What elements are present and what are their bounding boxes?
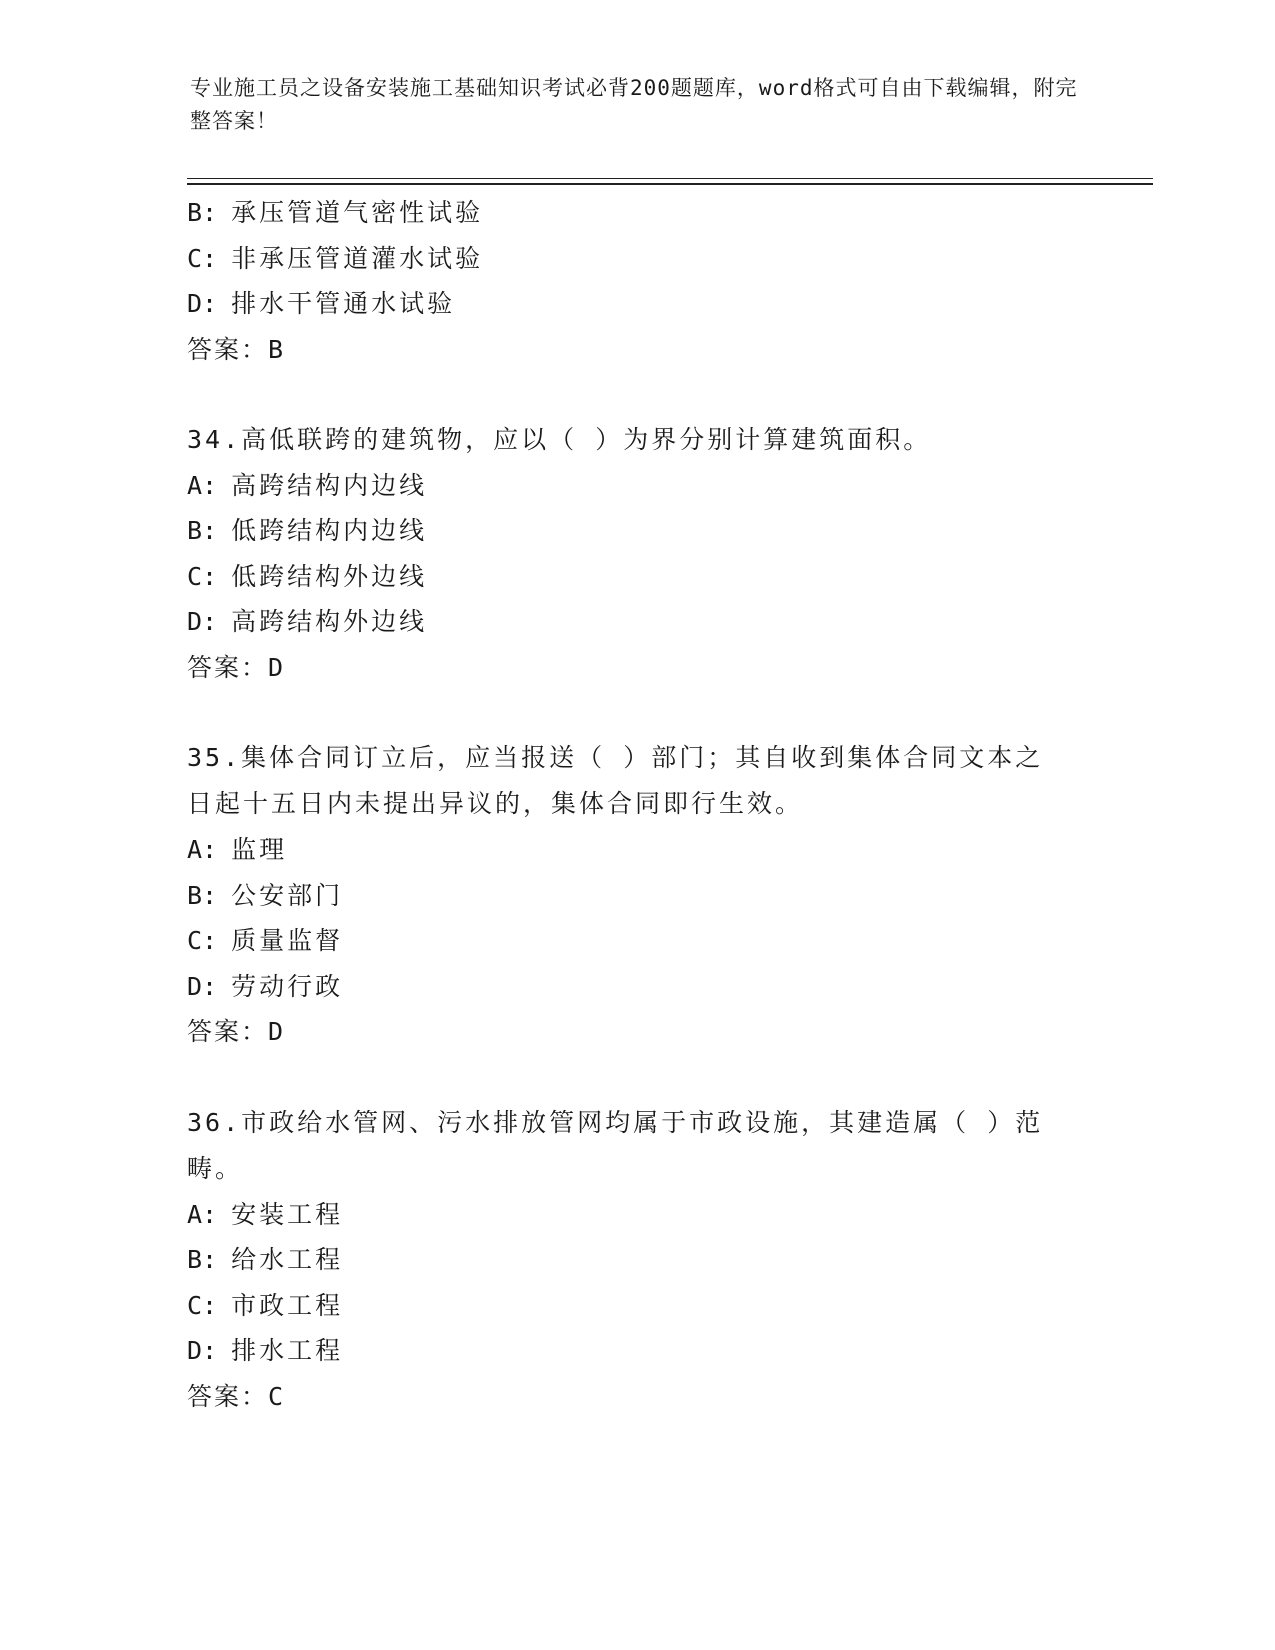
option-text: 劳动行政	[231, 971, 344, 1001]
option-letter: D:	[187, 289, 218, 318]
option-letter: B:	[187, 1245, 218, 1274]
option-text: 排水干管通水试验	[231, 289, 456, 318]
option-b	[187, 190, 1067, 236]
option-c	[187, 236, 1067, 282]
option-letter: A:	[187, 470, 218, 500]
option-a	[187, 1192, 1067, 1238]
option-text: 给水工程	[231, 1245, 344, 1274]
option-letter: A:	[187, 1199, 218, 1229]
option-text: 排水工程	[231, 1336, 344, 1365]
continued-question	[187, 190, 1067, 372]
page-header-title: 专业施工员之设备安装施工基础知识考试必背200题题库，word格式可自由下载编辑，附完整答案！	[190, 76, 1078, 133]
option-d	[187, 964, 1067, 1010]
option-letter: D:	[187, 971, 218, 1001]
option-c	[187, 918, 1067, 964]
option-text: 安装工程	[231, 1199, 344, 1229]
option-b	[187, 1237, 1067, 1283]
option-text: 承压管道气密性试验	[231, 198, 484, 227]
option-text: 高跨结构内边线	[231, 470, 428, 500]
question-35	[187, 735, 1067, 1055]
question-stem: 35.集体合同订立后，应当报送（ ）部门；其自收到集体合同文本之日起十五日内未提出异议的，集体合同即行生效。	[187, 743, 1044, 818]
option-d	[187, 281, 1067, 327]
answer-line: 答案：D	[187, 1017, 286, 1046]
answer-line: 答案：B	[187, 334, 286, 364]
option-letter: B:	[187, 880, 218, 910]
spacer	[187, 1055, 1067, 1100]
option-b	[187, 508, 1067, 554]
option-b	[187, 873, 1067, 919]
option-letter: A:	[187, 835, 218, 864]
option-a	[187, 827, 1067, 873]
spacer	[187, 372, 1067, 417]
option-text: 市政工程	[231, 1290, 344, 1320]
option-text: 低跨结构内边线	[231, 516, 428, 545]
option-text: 监理	[231, 835, 288, 864]
header-rule-thin	[187, 178, 1153, 179]
option-letter: C:	[187, 1290, 218, 1320]
option-c	[187, 554, 1067, 600]
question-34	[187, 417, 1067, 690]
option-letter: B:	[187, 198, 218, 227]
answer-line: 答案：C	[187, 1381, 286, 1411]
option-letter: B:	[187, 516, 218, 545]
option-text: 非承压管道灌水试验	[231, 243, 484, 273]
question-stem: 34.高低联跨的建筑物，应以（ ）为界分别计算建筑面积。	[187, 425, 932, 454]
option-letter: C:	[187, 926, 218, 955]
option-c	[187, 1283, 1067, 1329]
option-letter: C:	[187, 243, 218, 273]
header-rule-thick	[187, 183, 1153, 185]
option-text: 质量监督	[231, 926, 344, 955]
answer-line: 答案：D	[187, 652, 286, 682]
option-text: 高跨结构外边线	[231, 607, 428, 636]
question-stem: 36.市政给水管网、污水排放管网均属于市政设施，其建造属（ ）范畴。	[187, 1107, 1044, 1183]
spacer	[187, 690, 1067, 735]
question-36	[187, 1100, 1067, 1420]
option-letter: D:	[187, 1336, 218, 1365]
option-letter: D:	[187, 607, 218, 636]
option-text: 公安部门	[231, 880, 344, 910]
option-letter: C:	[187, 561, 218, 591]
option-d	[187, 599, 1067, 645]
question-list	[187, 190, 1067, 1419]
option-d	[187, 1328, 1067, 1374]
option-a	[187, 463, 1067, 509]
option-text: 低跨结构外边线	[231, 561, 428, 591]
